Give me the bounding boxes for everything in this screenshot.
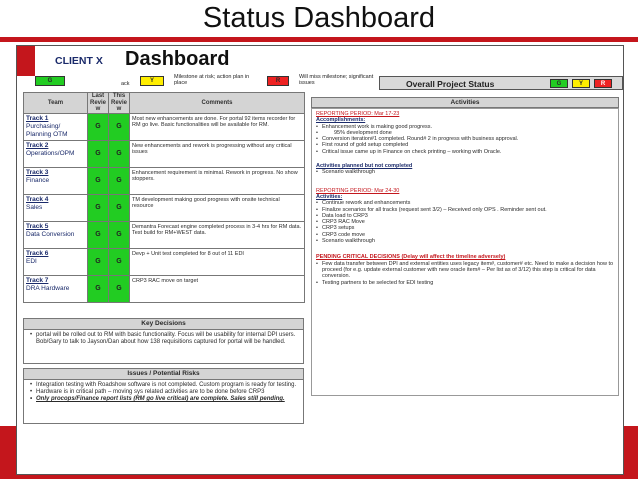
brand-mark (17, 46, 35, 76)
planned-not-completed-heading: Activities planned but not completed (316, 163, 413, 170)
track-id: Track 2 (26, 141, 49, 149)
accomplishments-heading: Accomplishments: (316, 117, 366, 124)
activity-item: • Scenario walkthrough (316, 238, 614, 244)
activities-panel (311, 108, 619, 396)
accomplishment-item: • Conversion iteration#1 completed. Round# 2 in progress with business approval. (316, 136, 614, 142)
legend-swatch-green (35, 76, 65, 86)
track-id: Track 4 (26, 195, 49, 203)
table-row (24, 167, 305, 194)
track-comment: New enhancements and rework is progressing without any critical issues (130, 140, 305, 167)
activity-item: • CRP3 code move (316, 232, 614, 238)
activity-item: • Data load to CRP3 (316, 213, 614, 219)
overall-status-label: Overall Project Status (406, 79, 495, 89)
reporting-period-2: REPORTING PERIOD: Mar 24-30 (316, 187, 400, 194)
issue-item: • Hardware is in critical path – moving sys related activities are to be done before CRP3 (30, 389, 297, 396)
col-comments: Comments (130, 93, 305, 114)
last-review-status: G (88, 275, 109, 302)
pending-item: • Testing partners to be selected for EDI testing (316, 280, 614, 286)
legend-swatch-yellow (140, 76, 164, 86)
title-divider (0, 37, 638, 42)
legend-text-green: ack (121, 81, 130, 87)
table-row (24, 140, 305, 167)
track-name: Sales (26, 203, 43, 211)
accomplishment-item: • First round of gold setup completed (316, 142, 614, 148)
table-row (24, 221, 305, 248)
last-review-status: G (88, 194, 109, 221)
client-name: CLIENT X (55, 55, 103, 67)
this-review-status: G (109, 194, 130, 221)
track-comment: TM development making good progress with onsite technical resource (130, 194, 305, 221)
activity-item: • CRP3 RAC Move (316, 219, 614, 225)
overall-status-yellow: Y (572, 79, 590, 88)
slide-title: Status Dashboard (202, 2, 436, 34)
table-row (24, 275, 305, 302)
col-last-review: Last Revie w (88, 93, 109, 114)
overall-status-red: R (594, 79, 612, 88)
last-review-status: G (88, 140, 109, 167)
this-review-status: G (109, 248, 130, 275)
dashboard-title: Dashboard (125, 48, 230, 70)
issue-item: • Only procops/Finance report lists (RM go live critical) are complete. Sales still pending. (30, 396, 297, 403)
planned-item: • Scenario walkthrough (316, 169, 614, 175)
track-name: EDI (26, 257, 37, 265)
track-id: Track 6 (26, 249, 49, 257)
last-review-status: G (88, 113, 109, 140)
key-decision-item: • portal will be rolled out to RM with basic functionality. Focus will be usability for internal DPI users. Bob/Gary to talk to Jayson/Dan about how 138 requisitions captured for portal will be handled. (30, 332, 297, 346)
status-table (23, 92, 305, 303)
overall-status-green: G (550, 79, 568, 88)
this-review-status: G (109, 113, 130, 140)
accomplishment-subitem-text: 95% development done (334, 129, 392, 136)
col-this-review: This Revie w (109, 93, 130, 114)
last-review-status: G (88, 248, 109, 275)
this-review-status: G (109, 221, 130, 248)
last-review-status: G (88, 221, 109, 248)
track-comment: CRP3 RAC move on target (130, 275, 305, 302)
track-id: Track 5 (26, 222, 49, 230)
accomplishment-item: • Critical issue came up in Finance on check printing – working with Oracle. (316, 149, 614, 155)
track-comment: Most new enhancements are done. For portal 92 items recorder for RM go live. Basic functionalities will be available for RM. (130, 113, 305, 140)
key-decisions-panel (23, 318, 304, 364)
this-review-status: G (109, 140, 130, 167)
last-review-status: G (88, 167, 109, 194)
track-comment: Devp + Unit test completed for 8 out of 11 EDI (130, 248, 305, 275)
activity-item: • Continue rework and enhancements (316, 200, 614, 206)
issues-panel (23, 368, 304, 424)
overall-status-box (379, 76, 623, 90)
table-row (24, 113, 305, 140)
pending-item: • Few data transfer between DPI and external entities uses legacy item#, customer# etc. Need to make a decision how to proceed (for e.g. update external customer with new oracle item# – Per list as of 3/12) this step is critical for data conversion. (316, 261, 614, 280)
activities-heading: Activities: (316, 193, 343, 200)
track-id: Track 3 (26, 168, 49, 176)
track-name: Data Conversion (26, 230, 75, 238)
legend-swatch-green-label: G (47, 78, 53, 84)
legend-text-yellow: Milestone at risk; action plan in place (174, 74, 250, 86)
dashboard-document (16, 45, 624, 475)
reporting-period-1: REPORTING PERIOD: Mar 17-23 (316, 111, 400, 117)
col-team: Team (24, 93, 88, 114)
legend-text-red: Will miss milestone; significant issues (299, 74, 374, 86)
track-name: Finance (26, 176, 50, 184)
this-review-status: G (109, 167, 130, 194)
dashboard-header (17, 46, 624, 92)
key-decisions-title: Key Decisions (24, 319, 303, 330)
track-id: Track 7 (26, 276, 49, 284)
legend-swatch-red (267, 76, 289, 86)
issues-title: Issues / Potential Risks (24, 369, 303, 380)
track-name: DRA Hardware (26, 284, 70, 292)
pending-decisions-heading: PENDING CRITICAL DECISIONS (Delay will affect the timeline adversely) (316, 254, 506, 261)
track-id: Track 1 (26, 114, 49, 122)
activities-title: Activities (311, 97, 619, 108)
track-name: Operations/OPM (26, 149, 75, 157)
legend-swatch-red-label: R (275, 78, 281, 84)
activity-item: • Finalize scenarios for all tracks (request sent 3/2) – Received only OPS . Reminder sent out. (316, 207, 614, 213)
table-row (24, 248, 305, 275)
accomplishment-item: • Enhancement work is making good progress. (316, 124, 614, 130)
legend-swatch-yellow-label: Y (149, 78, 154, 84)
activity-item: • CRP3 setups (316, 225, 614, 231)
track-comment: Demantra Forecast engine completed process in 3-4 hrs for RM data. Test build for RM+WEST data. (130, 221, 305, 248)
track-name: Purchasing/ Planning OTM (26, 122, 68, 138)
this-review-status: G (109, 275, 130, 302)
table-row (24, 194, 305, 221)
issue-item: • Integration testing with Roadshow software is not completed. Custom program is ready for testing. (30, 382, 297, 389)
track-comment: Enhancement requirement is minimal. Rework in progress. No show stoppers. (130, 167, 305, 194)
